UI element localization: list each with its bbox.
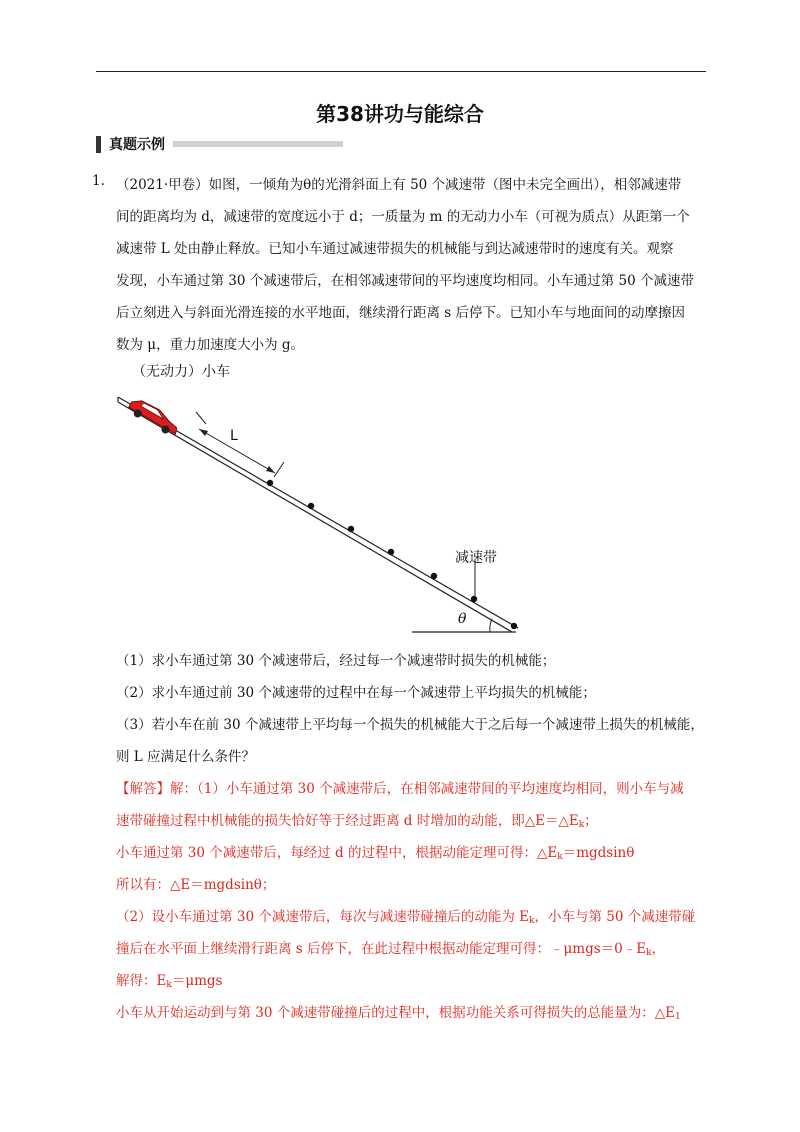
speed-bump (388, 549, 394, 555)
angle-arc (490, 619, 492, 632)
length-label: L (230, 428, 238, 444)
problem-line: 数为 μ，重力加速度大小为 g。 (116, 337, 304, 353)
answer-tag: 【解答】 (116, 781, 170, 797)
speed-bump (431, 573, 437, 579)
cart-label: （无动力）小车 (132, 364, 230, 380)
bump-label: 减速带 (455, 550, 497, 566)
speed-bump (308, 503, 314, 509)
problem-line: 减速带 L 处由静止释放。已知小车通过减速带损失的机械能与到达减速带时的速度有关。观察 (116, 241, 674, 257)
answer-line: 小车通过第 30 个减速带后，每经过 d 的过程中，根据动能定理可得：$\triangle E_k=mgdsin\theta$ (116, 845, 635, 862)
question-1: （1）求小车通过第 30 个减速带后，经过每一个减速带时损失的机械能； (116, 653, 556, 669)
answer-line: 所以有：△E＝mgdsinθ； (116, 877, 276, 893)
answer-line: （2）设小车通过第 30 个减速带后，每次与减速带碰撞后的动能为 $E_k$，小车与第 50 个减速带碰 (116, 909, 696, 926)
slope-bottom-edge (118, 402, 512, 632)
section-label: 真题示例 (109, 137, 165, 153)
answer-line: 解得：$E_k=\mu mgs$ (116, 973, 223, 990)
answer-line: 【解答】解：（1）小车通过第 30 个减速带后，在相邻减速带间的平均速度均相同，则小车与减 (116, 781, 684, 797)
answer-line: 撞后在水平面上继续滑行距离 s 后停下，在此过程中根据动能定理可得：$﹣\mu mgs=0﹣E_k$， (116, 941, 666, 958)
answer-line: 速带碰撞过程中机械能的损失恰好等于经过距离 d 时增加的动能，即$\triangle E=\triangle E_k$； (116, 813, 598, 830)
car-icon (126, 396, 182, 439)
speed-bump (348, 526, 354, 532)
problem-line: 间的距离均为 d，减速带的宽度远小于 d；一质量为 m 的无动力小车（可视为质点）从距第一个 (116, 209, 690, 225)
problem-line: 发现，小车通过第 30 个减速带后，在相邻减速带间的平均速度均相同。小车通过第 50 个减速带 (116, 273, 695, 289)
problem-line: （2021·甲卷）如图，一倾角为θ的光滑斜面上有 50 个减速带（图中未完全画出），相邻减速带 (116, 177, 682, 193)
problem-line: 后立刻进入与斜面光滑连接的水平地面，继续滑行距离 s 后停下。已知小车与地面间的动摩擦因 (116, 305, 686, 321)
slope-top-edge (118, 397, 518, 628)
answer-line: 小车从开始运动到与第 30 个减速带碰撞后的过程中，根据功能关系可得损失的总能量为：$\triangle E_1$ (116, 1005, 681, 1022)
page-title: 第38讲功与能综合 (316, 102, 484, 126)
speed-bump (267, 480, 273, 486)
speed-bump (511, 623, 517, 629)
angle-label: θ (458, 611, 467, 627)
question-3: （3）若小车在前 30 个减速带上平均每一个损失的机械能大于之后每一个减速带上损失的机械能， (116, 717, 704, 733)
speed-bump (471, 596, 477, 602)
question-2: （2）求小车通过前 30 个减速带的过程中在每一个减速带上平均损失的机械能； (116, 685, 596, 701)
problem-number: 1. (92, 173, 105, 189)
question-3-cont: 则 L 应满足什么条件？ (116, 749, 256, 765)
